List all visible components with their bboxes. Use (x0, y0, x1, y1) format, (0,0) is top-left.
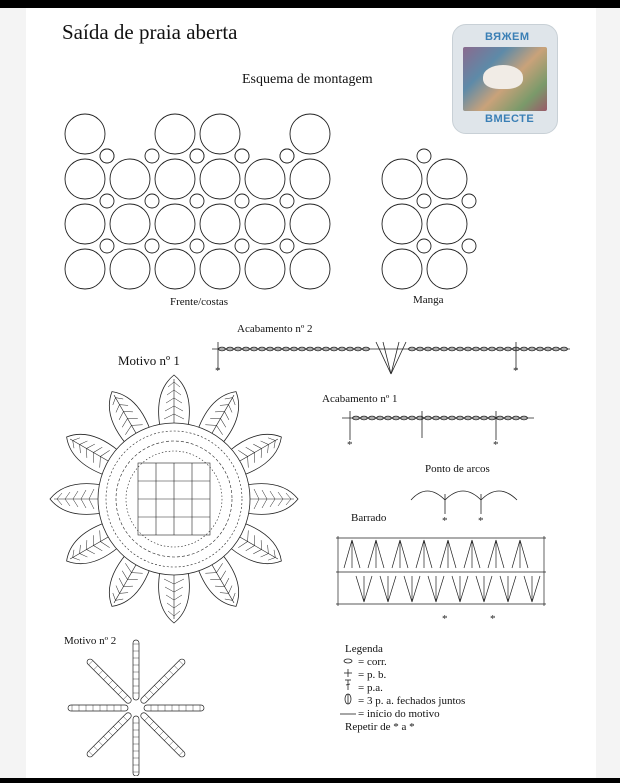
border-fan (452, 576, 468, 602)
border-fan (416, 540, 432, 568)
motif-circle (200, 249, 240, 289)
spoke (144, 705, 204, 711)
motif-circle (110, 249, 150, 289)
motif2-label: Motivo nº 2 (64, 635, 117, 647)
motif-circle (65, 204, 105, 244)
motif-circle (245, 204, 285, 244)
finish1-label: Acabamento nº 1 (322, 393, 398, 405)
petal (159, 375, 190, 427)
motif-circle (200, 114, 240, 154)
legend-item-start: = início do motivo (358, 708, 440, 720)
connector-circle (235, 194, 249, 208)
spoke (86, 658, 133, 705)
spoke (140, 658, 187, 705)
spoke (68, 705, 128, 711)
connector-circle (280, 149, 294, 163)
svg-text:*: * (513, 365, 519, 377)
motif-circle (65, 159, 105, 199)
motif-circle (290, 249, 330, 289)
connector-circle (100, 239, 114, 253)
arc-stitch-label: Ponto de arcos (425, 463, 490, 475)
chain-oval-icon (344, 659, 352, 663)
cluster-icon (345, 694, 351, 704)
svg-text:*: * (442, 613, 448, 625)
motif-circle (65, 249, 105, 289)
connector-circle (190, 239, 204, 253)
motif-circle (382, 159, 422, 199)
legend-title: Legenda (345, 643, 383, 655)
motif-circle (427, 204, 467, 244)
border-fan (488, 540, 504, 568)
motif-circle (200, 204, 240, 244)
connector-circle (462, 239, 476, 253)
motif-circle (290, 159, 330, 199)
spoke-chain (68, 705, 128, 711)
connector-circle (100, 194, 114, 208)
petal (50, 484, 102, 515)
border-fan (404, 576, 420, 602)
connector-circle (417, 239, 431, 253)
border-fan (500, 576, 516, 602)
connector-circle (462, 194, 476, 208)
motif1-diagram (44, 372, 304, 624)
spoke-chain (144, 705, 204, 711)
svg-text:*: * (347, 439, 353, 451)
spoke-chain (133, 640, 139, 700)
petal (159, 571, 190, 623)
front-back-label: Frente/costas (170, 296, 229, 308)
plus-icon (344, 669, 352, 677)
logo-top-text: ВЯЖЕМ (485, 31, 530, 43)
border-fan (344, 540, 360, 568)
connector-circle (280, 194, 294, 208)
motif-circle (290, 114, 330, 154)
connector-circle (145, 194, 159, 208)
motif-circle (110, 159, 150, 199)
motif2-diagram (66, 636, 206, 776)
motif-circle (290, 204, 330, 244)
spoke (133, 716, 139, 776)
border-fan (380, 576, 396, 602)
border-label: Barrado (351, 512, 387, 524)
connector-circle (235, 239, 249, 253)
motif-circle (245, 249, 285, 289)
border-fan (464, 540, 480, 568)
sleeve-label: Manga (413, 294, 444, 306)
svg-text:*: * (490, 613, 496, 625)
legend-repeat: Repetir de * a * (345, 721, 415, 733)
spoke-chain (133, 716, 139, 776)
legend-item-sc: = p. b. (358, 669, 387, 681)
motif-circle (245, 159, 285, 199)
border-fan (428, 576, 444, 602)
connector-circle (190, 149, 204, 163)
motif-circle (155, 249, 195, 289)
connector-circle (280, 239, 294, 253)
border-diagram (332, 532, 550, 626)
motif-circle (382, 204, 422, 244)
motif1-label: Motivo nº 1 (118, 353, 180, 368)
motif-circle (155, 114, 195, 154)
assembly-subtitle: Esquema de montagem (242, 72, 373, 87)
border-fan (476, 576, 492, 602)
border-fan (392, 540, 408, 568)
border-fan (512, 540, 528, 568)
svg-text:*: * (478, 515, 484, 526)
motif-circle (155, 204, 195, 244)
petal (246, 484, 298, 515)
connector-circle (417, 149, 431, 163)
motif-circle (382, 249, 422, 289)
svg-text:*: * (493, 439, 499, 451)
connector-circle (145, 239, 159, 253)
svg-text:*: * (215, 365, 221, 377)
legend-item-cluster: = 3 p. a. fechados juntos (358, 695, 466, 707)
page-title: Saída de praia aberta (62, 20, 238, 44)
spoke (133, 640, 139, 700)
border-fan (440, 540, 456, 568)
connector-circle (100, 149, 114, 163)
legend-item-chain: = corr. (358, 656, 387, 668)
border-fan (368, 540, 384, 568)
motif-circle (65, 114, 105, 154)
motif-circle (200, 159, 240, 199)
svg-text:*: * (442, 515, 448, 526)
connector-circle (145, 149, 159, 163)
motif-circle (427, 159, 467, 199)
finish2-label: Acabamento nº 2 (237, 323, 313, 335)
legend-item-dc: = p.a. (358, 682, 383, 694)
border-fan (524, 576, 540, 602)
arc-stitch-diagram (405, 480, 525, 526)
finish1-diagram (338, 408, 538, 452)
legend-icons (338, 656, 360, 726)
connector-circle (417, 194, 431, 208)
border-fan (356, 576, 372, 602)
connector-circle (190, 194, 204, 208)
connector-circle (235, 149, 249, 163)
spoke (140, 712, 187, 759)
treble-stitch-icon (345, 680, 351, 690)
motif-circle (427, 249, 467, 289)
motif-circle (155, 159, 195, 199)
motif-circle (110, 204, 150, 244)
logo-bottom-text: ВМЕСТЕ (485, 113, 535, 125)
spoke (86, 712, 133, 759)
